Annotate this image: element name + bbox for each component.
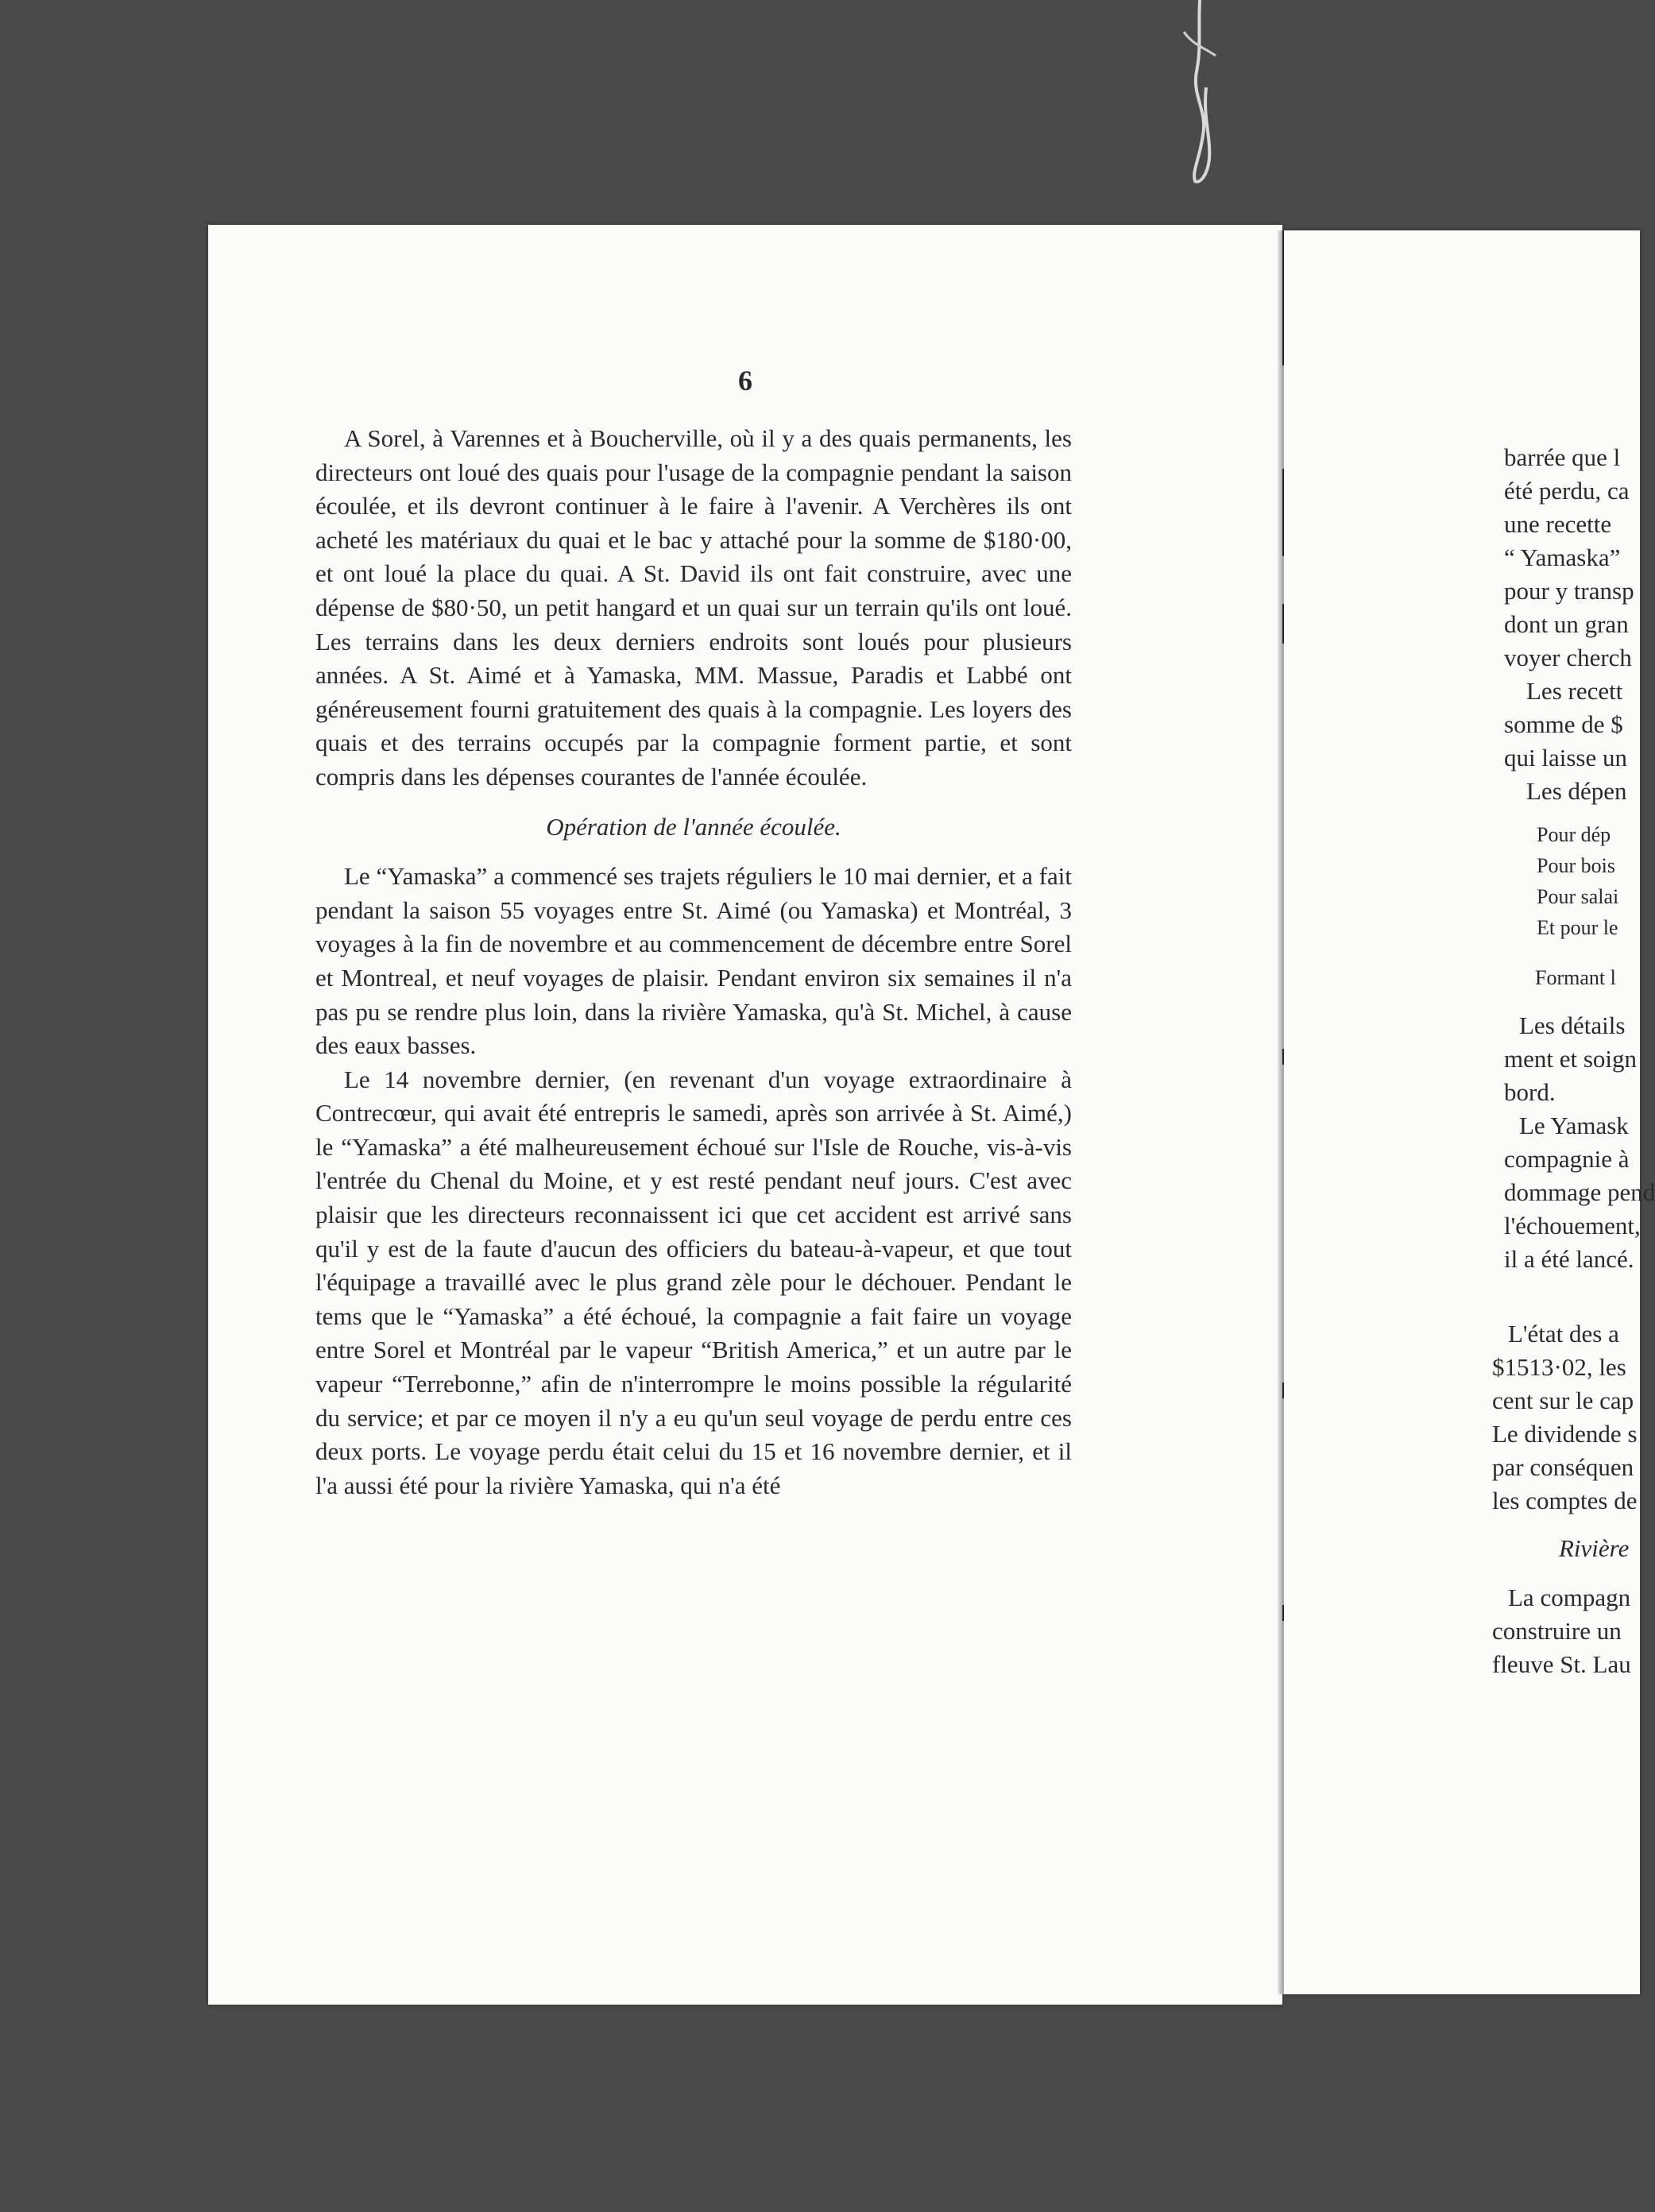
right-text-line: “ Yamaska” [1504, 543, 1621, 571]
right-text-line: construire un [1492, 1617, 1622, 1645]
right-text-line: par conséquen [1492, 1453, 1634, 1481]
expense-line: Pour bois [1537, 854, 1615, 877]
right-text-line: Le dividende s [1492, 1420, 1638, 1448]
right-text-line: pour y transp [1504, 577, 1634, 605]
paragraph-operation: Le “Yamaska” a commencé ses trajets réguliers le 10 mai dernier, et a fait pendant la saison 55 voyages entre St. Aimé (ou Yamaska) et Montréal, 3 voyages à la fin de novembre et au commencement de décembre entre Sorel et Montreal, et neuf voyages de plaisir. Pendant environ six semaines il n'a pas pu se rendre plus loin, dans la rivière Yamaska, qu'à St. Michel, à cause des eaux basses. [315, 862, 1072, 1060]
right-text-line: L'état des a [1508, 1320, 1619, 1348]
section-heading: Opération de l'année écoulée. [546, 812, 841, 841]
expense-total-line: Formant l [1535, 966, 1616, 989]
right-text-line: Les recett [1526, 677, 1623, 705]
paragraph-echouement: Le 14 novembre dernier, (en revenant d'un voyage extraordinaire à Contrecœur, qui avait été entrepris le samedi, après son arrivée à St. Aimé,) le “Yamaska” a été malheureusement échoué sur l'Isle de Rouche, vis-à-vis l'entrée du Chenal du Moine, et y est resté pendant neuf jours. C'est avec plaisir que les directeurs reconnaissent ici que cet accident est arrivé sans qu'il y est de la faute d'aucun des officiers du bateau-à-vapeur, et que tout l'équipage a travaillé avec le plus grand zèle pour le déchouer. Pendant le tems que le “Yamaska” a été échoué, la compagnie a fait faire un voyage entre Sorel et Montréal par le vapeur “British America,” et un autre par le vapeur “Terrebonne,” afin de n'interrompre le moins possible la régularité du service; et par ce moyen il n'y a eu qu'un seul voyage de perdu entre ces deux ports. Le voyage perdu était celui du 15 et 16 novembre dernier, et il l'a aussi été pour la rivière Yamaska, qui n'a été [315, 1065, 1072, 1499]
right-text-line: l'échouement, [1504, 1212, 1641, 1239]
right-text-line: Les détails [1519, 1011, 1626, 1039]
expense-line: Pour dép [1537, 823, 1611, 846]
page-body [315, 422, 1072, 1502]
paragraph-quais: A Sorel, à Varennes et à Boucherville, où il y a des quais permanents, les directeurs ont loué des quais pour l'usage de la compagnie pendant la saison écoulée, et ils devront continuer à le faire à l'avenir. A Verchères ils ont acheté les matériaux du quai et le bac y attaché pour la somme de $180·00, et ont loué la place du quai. A St. David ils ont fait construire, avec une dépense de $80·50, un petit hangard et un quai sur un terrain qu'ils ont loué. Les terrains dans les deux derniers endroits sont loués pour plusieurs années. A St. Aimé et à Yamaska, MM. Massue, Paradis et Labbé ont généreusement fourni gratuitement des quais à la compagnie. Les loyers des quais et des terrains occupés par la compagnie forment partie, et sont compris dans les dépenses courantes de l'année écoulée. [315, 424, 1072, 791]
right-text-line: barrée que l [1504, 443, 1621, 471]
right-text-line: Les dépen [1526, 777, 1627, 805]
expense-line: Et pour le [1537, 916, 1618, 939]
right-text-line: une recette [1504, 510, 1612, 538]
right-text-line: $1513·02, les [1492, 1353, 1626, 1381]
right-text-line: été perdu, ca [1504, 477, 1630, 505]
right-text-line: les comptes de [1492, 1487, 1638, 1514]
right-text-line: bord. [1504, 1078, 1556, 1106]
expense-line: Pour salai [1537, 885, 1619, 908]
right-text-line: qui laisse un [1504, 744, 1627, 771]
right-text-line: Le Yamask [1519, 1112, 1629, 1139]
right-text-line: dommage pend [1504, 1178, 1655, 1206]
right-text-line: cent sur le cap [1492, 1386, 1634, 1414]
left-page [208, 225, 1282, 2005]
right-page [1284, 230, 1655, 1994]
right-text-line: somme de $ [1504, 710, 1623, 738]
right-section-heading: Rivière [1559, 1534, 1630, 1562]
right-text-line: compagnie à [1504, 1145, 1630, 1173]
right-text-line: La compagn [1508, 1584, 1631, 1611]
right-text-line: ment et soign [1504, 1045, 1638, 1073]
right-text-line: dont un gran [1504, 610, 1629, 638]
page-number: 6 [738, 365, 752, 396]
right-text-line: il a été lancé. [1504, 1245, 1634, 1273]
thread-strand [1168, 0, 1232, 183]
right-text-line: voyer cherch [1504, 644, 1632, 671]
right-text-line: fleuve St. Lau [1492, 1650, 1631, 1678]
